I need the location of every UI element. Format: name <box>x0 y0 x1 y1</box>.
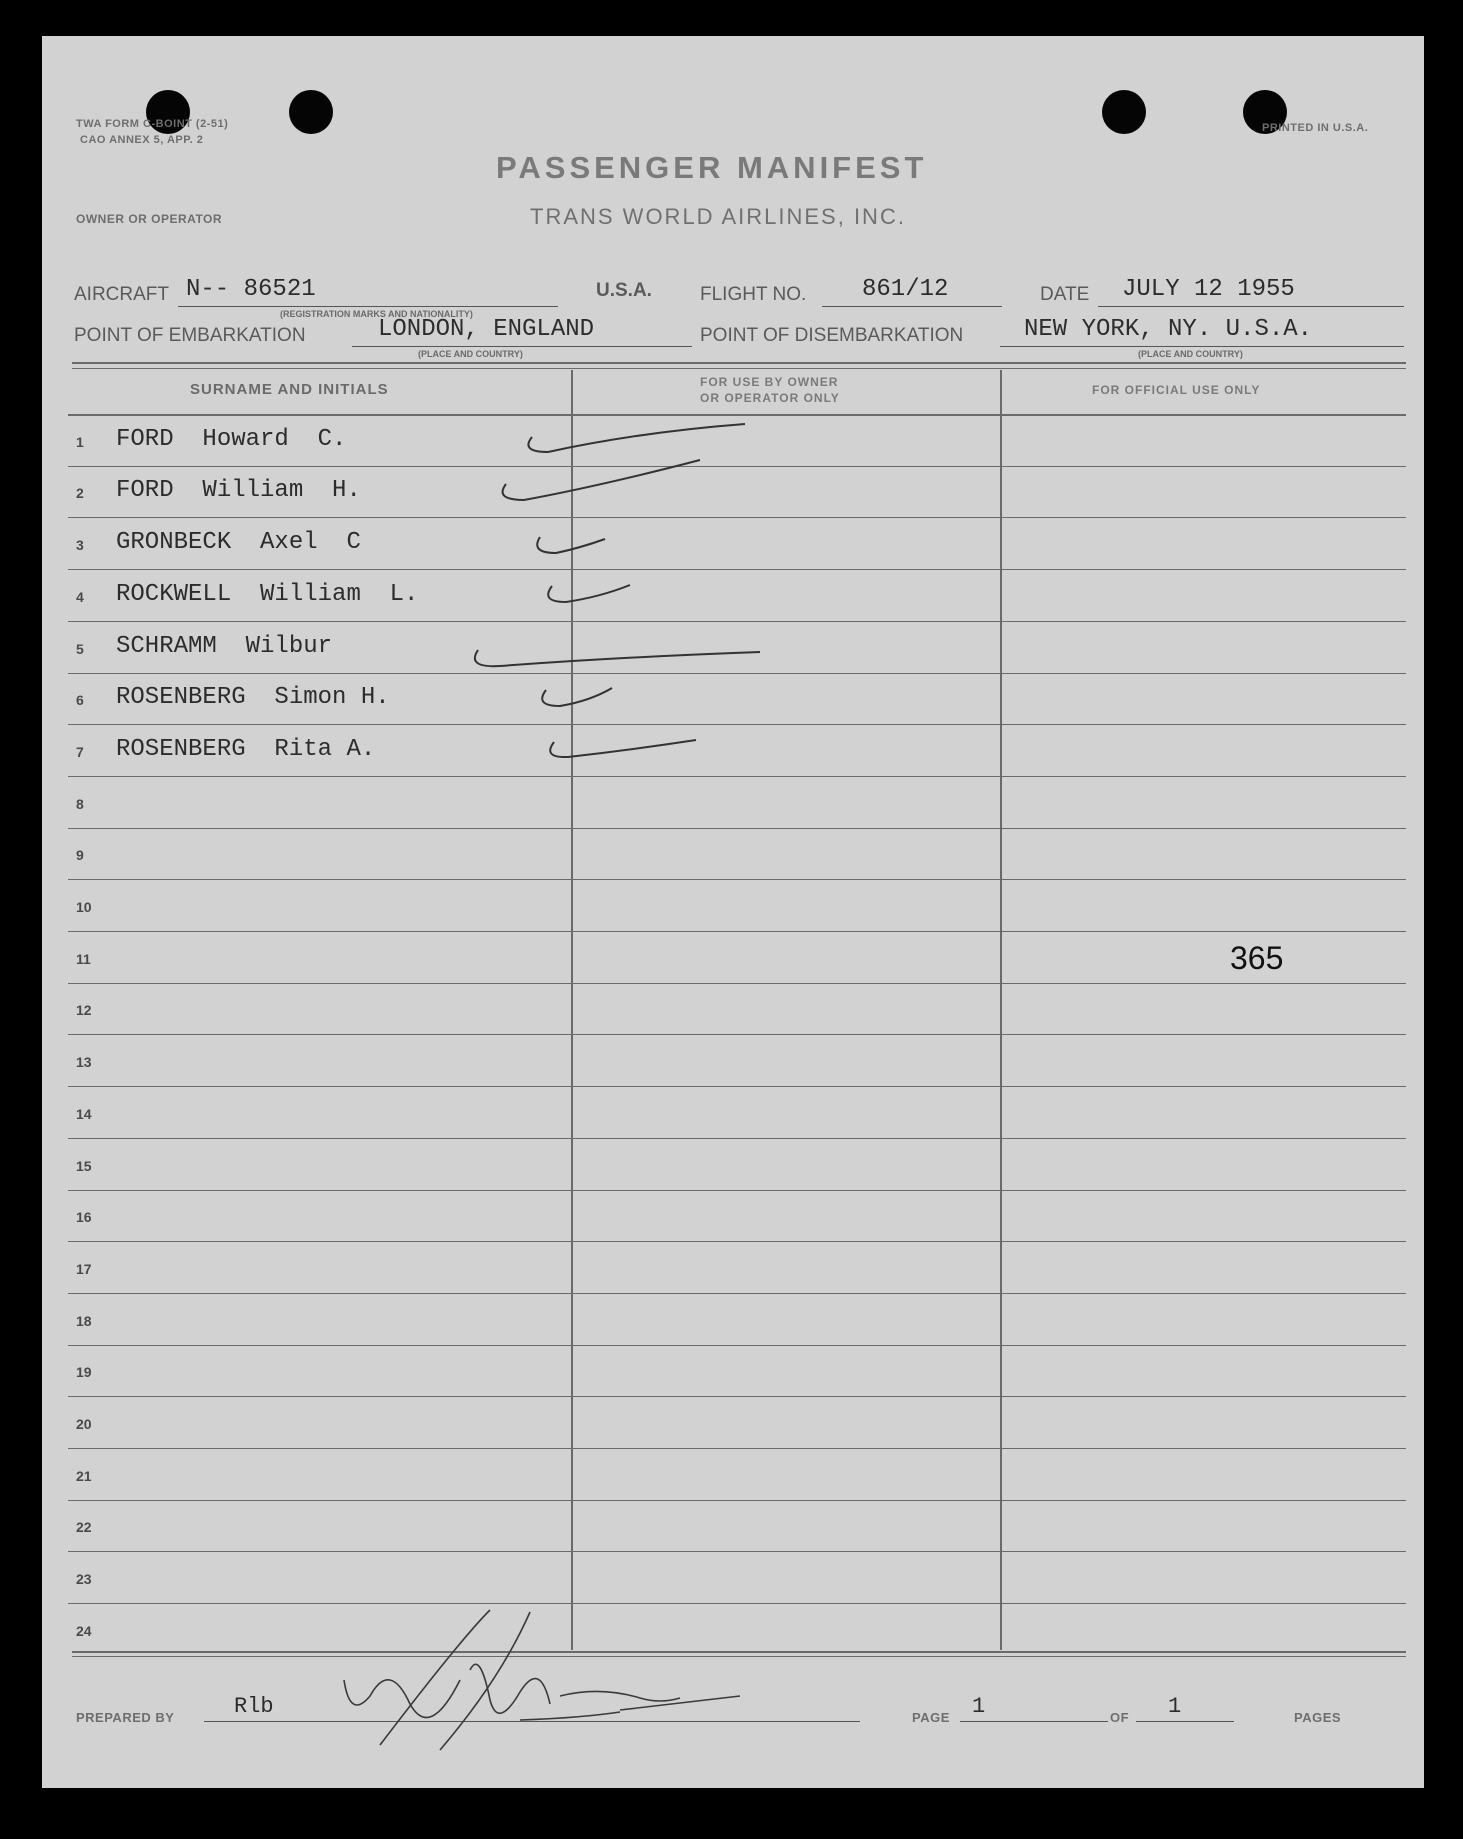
operator-name: TRANS WORLD AIRLINES, INC. <box>530 204 906 229</box>
of-label: OF <box>1110 1710 1130 1725</box>
check-mark-icon <box>542 688 612 706</box>
nationality: U.S.A. <box>596 280 652 301</box>
page-title: PASSENGER MANIFEST <box>496 150 928 185</box>
row-number: 8 <box>76 796 84 812</box>
page-underline <box>960 1721 1108 1722</box>
owner-label: OWNER OR OPERATOR <box>76 212 223 226</box>
check-mark-icon <box>475 650 760 666</box>
row-number: 18 <box>76 1313 92 1329</box>
row-number: 9 <box>76 847 84 863</box>
row-number: 23 <box>76 1571 92 1587</box>
registration-note: (REGISTRATION MARKS AND NATIONALITY) <box>280 309 473 319</box>
prepared-by-value: Rlb <box>234 1694 274 1719</box>
row-number: 11 <box>76 951 91 967</box>
check-mark-icon <box>550 740 696 757</box>
row-number: 16 <box>76 1209 92 1225</box>
row-number: 22 <box>76 1519 92 1535</box>
embarkation-value: LONDON, ENGLAND <box>378 316 595 343</box>
printed-in: PRINTED IN U.S.A. <box>1262 122 1369 134</box>
page-value: 1 <box>972 1694 986 1719</box>
row-number: 4 <box>76 589 84 605</box>
check-mark-icon <box>548 585 630 602</box>
row-number: 24 <box>76 1623 92 1639</box>
form-code: TWA FORM C-BOINT (2-51) <box>76 118 229 130</box>
check-mark-icon <box>528 424 745 452</box>
page-label: PAGE <box>912 1710 950 1725</box>
disembarkation-note: (PLACE AND COUNTRY) <box>1138 349 1243 359</box>
row-number: 19 <box>76 1364 92 1380</box>
column-header-official-use: FOR OFFICIAL USE ONLY <box>1092 383 1261 397</box>
passenger-name: GRONBECK Axel C <box>116 529 361 556</box>
passenger-name: SCHRAMM Wilbur <box>116 633 333 660</box>
embarkation-label: POINT OF EMBARKATION <box>74 325 306 346</box>
check-mark-icon <box>537 537 605 553</box>
column-header-owner-use-1: FOR USE BY OWNER <box>700 375 839 389</box>
row-number: 5 <box>76 641 84 657</box>
row-number: 1 <box>76 434 84 450</box>
disembarkation-label: POINT OF DISEMBARKATION <box>700 325 964 346</box>
row-number: 13 <box>76 1054 92 1070</box>
row-number: 17 <box>76 1261 92 1277</box>
row-number: 20 <box>76 1416 92 1432</box>
of-value: 1 <box>1168 1694 1182 1719</box>
embarkation-note: (PLACE AND COUNTRY) <box>418 349 523 359</box>
flight-value: 861/12 <box>862 276 949 303</box>
passenger-name: FORD William H. <box>116 477 361 504</box>
check-mark-icon <box>503 460 700 500</box>
aircraft-value: N-- 86521 <box>186 276 316 303</box>
passenger-name: FORD Howard C. <box>116 426 347 453</box>
passenger-name: ROSENBERG Rita A. <box>116 736 376 763</box>
date-value: JULY 12 1955 <box>1122 276 1295 303</box>
row-number: 14 <box>76 1106 92 1122</box>
signature <box>320 1600 760 1760</box>
row-number: 3 <box>76 537 84 553</box>
row-number: 7 <box>76 744 84 760</box>
passenger-name: ROSENBERG Simon H. <box>116 684 390 711</box>
aircraft-label: AIRCRAFT <box>74 284 169 305</box>
date-label: DATE <box>1040 284 1090 305</box>
prepared-by-label: PREPARED BY <box>76 1710 175 1725</box>
row-number: 10 <box>76 899 92 915</box>
row-number: 12 <box>76 1002 92 1018</box>
official-stamp: 365 <box>1230 940 1284 976</box>
row-number: 2 <box>76 485 84 501</box>
column-header-owner-use-2: OR OPERATOR ONLY <box>700 391 840 405</box>
pages-label: PAGES <box>1294 1710 1342 1725</box>
disembarkation-value: NEW YORK, NY. U.S.A. <box>1024 316 1313 343</box>
row-number: 6 <box>76 692 84 708</box>
column-header-surname: SURNAME AND INITIALS <box>190 381 389 398</box>
passenger-name: ROCKWELL William L. <box>116 581 419 608</box>
flight-label: FLIGHT NO. <box>700 284 807 305</box>
form-annex: CAO ANNEX 5, APP. 2 <box>80 134 204 146</box>
of-underline <box>1136 1721 1234 1722</box>
row-number: 15 <box>76 1158 92 1174</box>
row-number: 21 <box>76 1468 92 1484</box>
